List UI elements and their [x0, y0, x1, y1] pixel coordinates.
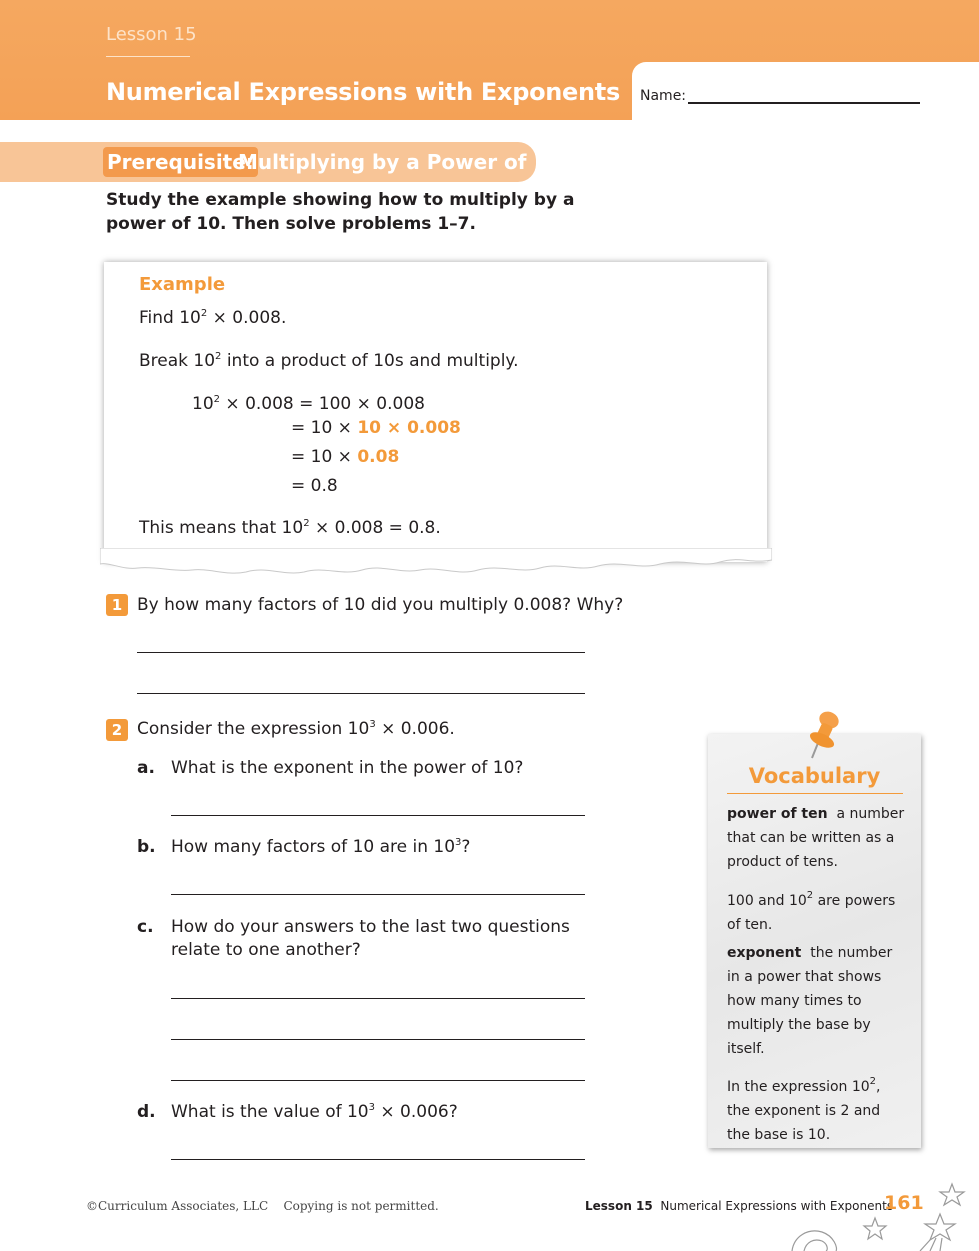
vocabulary-title: Vocabulary — [748, 764, 881, 788]
decorative-stars-icon — [780, 1178, 979, 1251]
lesson-rule — [106, 56, 190, 57]
answer-line-b[interactable] — [171, 894, 585, 895]
part-c-line-1: How do your answers to the last two questions — [171, 917, 570, 937]
name-field[interactable] — [688, 102, 920, 104]
prerequisite-topic: Multiplying by a Power of 10 — [238, 150, 562, 174]
equation-line-4: = 0.8 — [291, 476, 338, 496]
lesson-label: Lesson 15 — [106, 24, 197, 45]
page-title: Numerical Expressions with Exponents — [106, 78, 620, 106]
pushpin-icon — [800, 708, 850, 764]
part-c-line-2: relate to one another? — [171, 940, 361, 960]
vocabulary-rule — [727, 793, 903, 794]
problem-1-badge: 1 — [106, 594, 128, 616]
part-b-letter: b. — [137, 837, 156, 857]
problem-1-text: By how many factors of 10 did you multiply 0.008? Why? — [137, 595, 624, 615]
part-b-text: How many factors of 10 are in $10^3$? — [171, 837, 471, 857]
answer-line-c3[interactable] — [171, 1080, 585, 1081]
torn-paper-edge — [100, 548, 772, 582]
problem-2-badge: 2 — [106, 719, 128, 741]
answer-line-a[interactable] — [171, 815, 585, 816]
copyright-notice: ©Curriculum Associates, LLC Copying is not permitted. — [86, 1199, 439, 1213]
answer-line-d[interactable] — [171, 1159, 585, 1160]
vocab-example-exponent: In the expression $10^2$, the exponent is 2 and the base is 10. — [727, 1076, 881, 1143]
vocab-example-power-of-ten: 100 and $10^2$ are powers of ten. — [727, 890, 896, 933]
equation-line-1: $10^2 \times 0.008 = 100 \times 0.008$ — [192, 394, 425, 414]
equation-line-3: = 10 × 0.08 — [291, 447, 400, 467]
part-d-letter: d. — [137, 1102, 156, 1122]
vocab-term-exponent: exponent — [727, 945, 802, 961]
instructions: Study the example showing how to multiply by a power of 10. Then solve problems 1–7. — [106, 190, 575, 234]
vocab-entry-power-of-ten: power of ten a number that can be written as a product of tens. — [727, 806, 905, 870]
part-c-letter: c. — [137, 917, 154, 937]
name-label: Name: — [640, 88, 687, 104]
answer-line-c2[interactable] — [171, 1039, 585, 1040]
equation-line-2: = 10 × 10 × 0.008 — [291, 418, 461, 438]
part-a-text: What is the exponent in the power of 10? — [171, 758, 524, 778]
prerequisite-label: Prerequisite: — [103, 147, 258, 177]
answer-line-1a[interactable] — [137, 652, 585, 653]
page-number: 161 — [884, 1192, 924, 1214]
part-a-letter: a. — [137, 758, 155, 778]
example-conclusion: This means that $10^2 \times 0.008 = 0.8$. — [139, 518, 441, 538]
example-find: Find $10^2 \times 0.008$. — [139, 308, 287, 328]
torn-edge-shape — [100, 548, 772, 573]
vocab-term-power-of-ten: power of ten — [727, 806, 828, 822]
part-d-text: What is the value of $10^3 \times 0.006$? — [171, 1102, 458, 1122]
answer-line-1b[interactable] — [137, 693, 585, 694]
vocab-entry-exponent: exponent the number in a power that shows how many times to multiply the base by itself. — [727, 945, 893, 1057]
problem-2-text: Consider the expression $10^3 \times 0.006$. — [137, 719, 455, 739]
example-break: Break $10^2$ into a product of 10s and multiply. — [139, 351, 519, 371]
footer-lesson: Lesson 15 Numerical Expressions with Exponents — [585, 1199, 894, 1213]
answer-line-c1[interactable] — [171, 998, 585, 999]
example-title: Example — [139, 274, 226, 295]
